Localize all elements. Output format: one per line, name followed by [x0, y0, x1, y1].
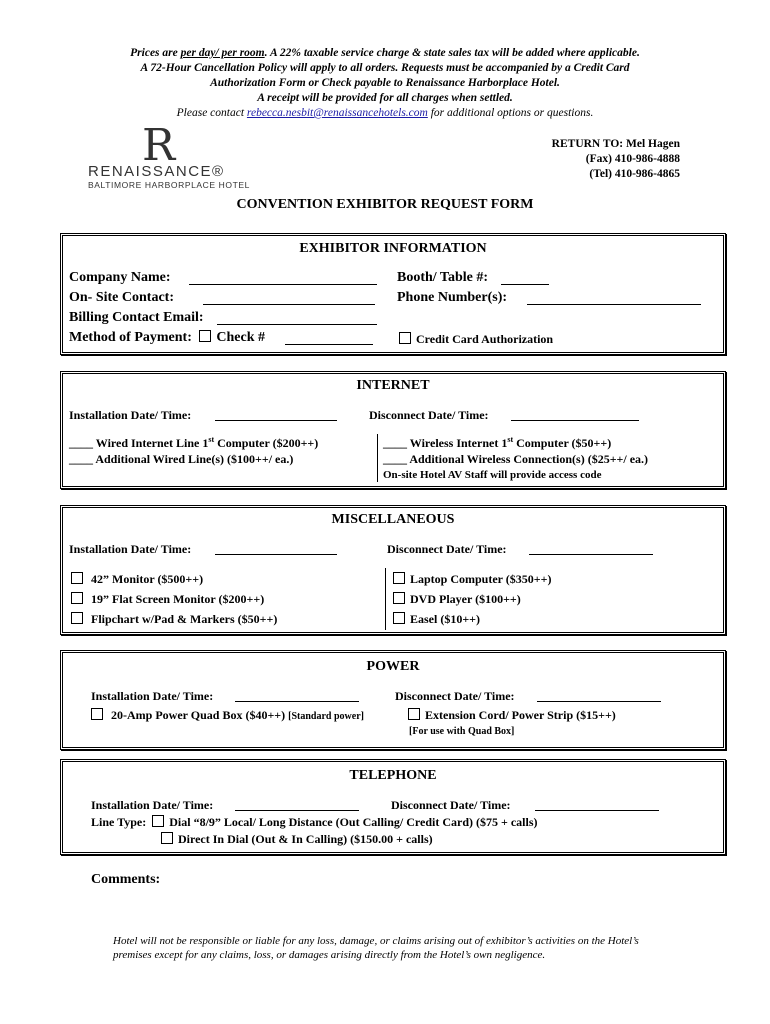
phone-field[interactable]: [527, 304, 701, 305]
wired-line-price: Computer ($200++): [214, 436, 319, 450]
monitor-42-label: 42” Monitor ($500++): [91, 572, 204, 586]
internet-divider: [377, 434, 378, 482]
quad-box-note: [Standard power]: [288, 711, 364, 722]
contact-text: Please contact: [176, 107, 247, 119]
onsite-contact-label: On- Site Contact:: [69, 290, 174, 305]
liability-disclaimer: Hotel will not be responsible or liable for any loss, damage, or claims arising out of exhibitor’s activities on the Hotel’s premises except for any claims, loss, or damages arising directly from the Hotel’s own negligence.: [113, 935, 639, 961]
direct-dial-checkbox[interactable]: [161, 832, 173, 844]
misc-section-title: MISCELLANEOUS: [331, 512, 455, 527]
renaissance-logo-name: RENAISSANCE®: [88, 163, 225, 180]
additional-wireless-option: ____ Additional Wireless Connection(s) ($25++/ ea.): [383, 452, 649, 466]
easel-checkbox[interactable]: [393, 612, 405, 624]
contact-email-link[interactable]: rebecca.nesbit@renaissancehotels.com: [246, 107, 428, 119]
billing-email-field[interactable]: [217, 324, 377, 325]
dial-89-label: Dial “8/9” Local/ Long Distance (Out Calling/ Credit Card) ($75 + calls): [169, 815, 538, 829]
telephone-disconnect-label: Disconnect Date/ Time:: [391, 798, 511, 812]
renaissance-logo-subtitle: BALTIMORE HARBORPLACE HOTEL: [88, 180, 250, 190]
cancellation-note: A 72-Hour Cancellation Policy will apply to all orders. Requests must be accompanied by a Credit Card: [140, 62, 630, 74]
telephone-install-field[interactable]: [235, 810, 359, 811]
misc-divider: [385, 568, 386, 630]
wireless-text: ____ Wireless Internet 1: [383, 436, 508, 450]
dvd-checkbox[interactable]: [393, 592, 405, 604]
exhibitor-section-title: EXHIBITOR INFORMATION: [299, 241, 487, 256]
wireless-option: [383, 435, 611, 451]
power-section-title: POWER: [366, 659, 420, 674]
form-title: CONVENTION EXHIBITOR REQUEST FORM: [236, 197, 534, 212]
exhibitor-section: [60, 233, 726, 355]
return-to-tel: (Tel) 410-986-4865: [589, 168, 680, 180]
misc-disconnect-field[interactable]: [529, 554, 653, 555]
receipt-note: A receipt will be provided for all charges when settled.: [257, 92, 513, 104]
credit-card-label: Credit Card Authorization: [416, 332, 554, 346]
internet-install-field[interactable]: [215, 420, 337, 421]
power-disconnect-label: Disconnect Date/ Time:: [395, 689, 515, 703]
wireless-access-note: On-site Hotel AV Staff will provide access code: [383, 469, 602, 481]
internet-disconnect-field[interactable]: [511, 420, 639, 421]
monitor-19-label: 19” Flat Screen Monitor ($200++): [91, 592, 265, 606]
pricing-underlined: per day/ per room: [180, 47, 265, 59]
direct-dial-label: Direct In Dial (Out & In Calling) ($150.00 + calls): [178, 832, 433, 846]
easel-label: Easel ($10++): [410, 612, 481, 626]
monitor-19-checkbox[interactable]: [71, 592, 83, 604]
flipchart-label: Flipchart w/Pad & Markers ($50++): [91, 612, 278, 626]
wired-line-sup: st: [208, 435, 215, 444]
telephone-section-title: TELEPHONE: [349, 768, 437, 783]
telephone-install-label: Installation Date/ Time:: [91, 798, 214, 812]
line-type-label: Line Type:: [91, 815, 147, 829]
additional-wired-option: ____ Additional Wired Line(s) ($100++/ ea.): [69, 452, 294, 466]
contact-note: [80, 106, 690, 121]
extension-label: Extension Cord/ Power Strip ($15++): [425, 708, 616, 722]
extension-checkbox[interactable]: [408, 708, 420, 720]
pricing-text-end: . A 22% taxable service charge & state sales tax will be added where applicable.: [264, 47, 640, 59]
flipchart-option: [71, 612, 277, 627]
monitor-42-option: [71, 572, 203, 587]
monitor-19-option: [71, 592, 264, 607]
misc-section: [60, 505, 726, 635]
pricing-text: Prices are: [130, 47, 181, 59]
easel-option: [393, 612, 480, 627]
quad-box-label: 20-Amp Power Quad Box ($40++): [111, 708, 286, 722]
renaissance-logo-letter: R: [142, 120, 176, 171]
misc-disconnect-label: Disconnect Date/ Time:: [387, 542, 507, 556]
check-number-field[interactable]: [285, 344, 373, 345]
misc-install-label: Installation Date/ Time:: [69, 542, 192, 556]
quad-box-option: [91, 708, 364, 723]
telephone-section: [60, 759, 726, 855]
power-disconnect-field[interactable]: [537, 701, 661, 702]
monitor-42-checkbox[interactable]: [71, 572, 83, 584]
flipchart-checkbox[interactable]: [71, 612, 83, 624]
pricing-note: [80, 46, 690, 61]
wired-line-option: [69, 435, 318, 451]
direct-dial-row: [161, 832, 433, 847]
wireless-price: Computer ($50++): [513, 436, 612, 450]
telephone-disconnect-field[interactable]: [535, 810, 659, 811]
return-to-fax: (Fax) 410-986-4888: [585, 153, 680, 165]
credit-card-option: [399, 332, 553, 347]
quad-box-checkbox[interactable]: [91, 708, 103, 720]
contact-text-end: for additional options or questions.: [427, 107, 594, 119]
wired-line-text: ____ Wired Internet Line 1: [69, 436, 209, 450]
power-section: [60, 650, 726, 750]
extension-note: [For use with Quad Box]: [409, 726, 515, 737]
payment-method-label: [69, 330, 265, 346]
internet-install-label: Installation Date/ Time:: [69, 408, 192, 422]
credit-card-checkbox[interactable]: [399, 332, 411, 344]
internet-section-title: INTERNET: [356, 378, 430, 393]
misc-install-field[interactable]: [215, 554, 337, 555]
check-checkbox[interactable]: [199, 330, 211, 342]
company-name-field[interactable]: [189, 284, 377, 285]
power-install-label: Installation Date/ Time:: [91, 689, 214, 703]
wireless-sup: st: [507, 435, 514, 444]
dvd-option: [393, 592, 521, 607]
comments-label: Comments:: [91, 872, 161, 887]
extension-option: [408, 708, 616, 723]
laptop-checkbox[interactable]: [393, 572, 405, 584]
phone-label: Phone Number(s):: [397, 290, 508, 305]
dvd-label: DVD Player ($100++): [410, 592, 521, 606]
payment-method-text: Method of Payment:: [69, 330, 192, 345]
billing-email-label: Billing Contact Email:: [69, 310, 204, 325]
internet-disconnect-label: Disconnect Date/ Time:: [369, 408, 489, 422]
return-to-name: RETURN TO: Mel Hagen: [551, 138, 680, 150]
line-type-row: [91, 815, 538, 830]
internet-section: [60, 371, 726, 489]
power-install-field[interactable]: [235, 701, 359, 702]
dial-89-checkbox[interactable]: [152, 815, 164, 827]
booth-field[interactable]: [501, 284, 549, 285]
laptop-option: [393, 572, 551, 587]
laptop-label: Laptop Computer ($350++): [410, 572, 552, 586]
booth-label: Booth/ Table #:: [397, 270, 489, 285]
authorization-note: Authorization Form or Check payable to Renaissance Harborplace Hotel.: [210, 77, 560, 89]
check-label: Check #: [216, 330, 265, 345]
company-name-label: Company Name:: [69, 270, 171, 285]
onsite-contact-field[interactable]: [203, 304, 375, 305]
